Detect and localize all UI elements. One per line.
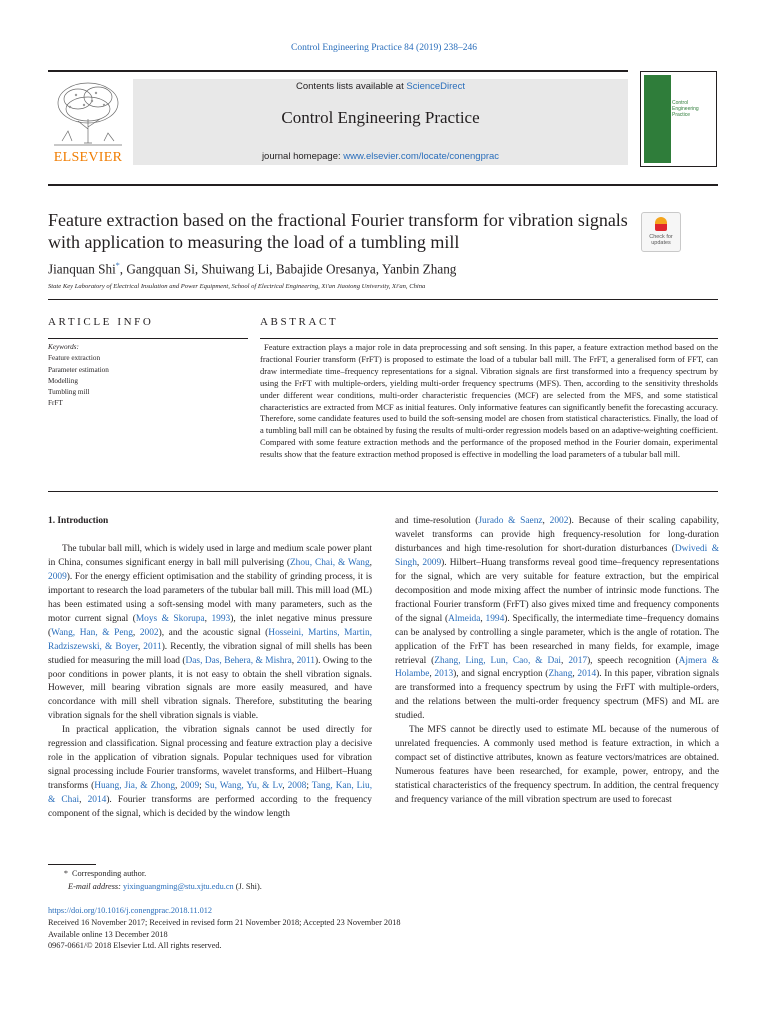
email-link[interactable]: yixinguangming@stu.xjtu.edu.cn [123, 881, 234, 891]
citation-link[interactable]: 1993 [211, 613, 231, 624]
body-column-left [48, 515, 372, 822]
text-run: ). Fourier transforms are performed according to the frequency component of the signal, which is decided by the window length [48, 795, 372, 820]
info-top-rule [48, 299, 718, 300]
check-for-updates-button[interactable] [641, 212, 681, 252]
citation-link[interactable]: Moys & Skorupa [135, 613, 205, 624]
citation-link[interactable]: 1994 [485, 613, 505, 624]
abstract-rule [260, 338, 718, 339]
citation-link[interactable]: 2011 [296, 655, 315, 666]
copyright-line: 0967-0661/© 2018 Elsevier Ltd. All rights reserved. [48, 941, 222, 951]
citation-link[interactable]: 2009 [422, 557, 442, 568]
citation-link[interactable]: Das, Das, Behera, & Mishra [185, 655, 292, 666]
citation-link[interactable]: Tang, Kan, Liu, & Chai [48, 781, 373, 806]
text-run: , [429, 669, 435, 680]
citation-link[interactable]: Ajmera & Holambe [395, 655, 719, 680]
citation-link[interactable]: Hosseini, Martins, Martin, Radziszewski, & Boyer [48, 627, 373, 652]
citation-link[interactable]: Wang, Han, & Peng [51, 627, 133, 638]
text-run: , [204, 613, 212, 624]
crossmark-icon [655, 217, 667, 231]
journal-ref-text[interactable]: Control Engineering Practice 84 (2019) 238–246 [290, 43, 477, 53]
text-run: ). Hilbert–Huang transforms reveal good time–frequency representations for the signal, which are very suitable for feature extraction, but the empirical decomposition and mode mixing affect the number of intrinsic mode functions. The fractional Fourier transform (FrFT) also gives mixed time and frequency components of the signal ( [395, 557, 719, 624]
citation-link[interactable]: Zhou, Chai, & Wang [289, 557, 370, 568]
section-title: 1. Introduction [48, 516, 109, 526]
article-title: Feature extraction based on the fractional Fourier transform for vibration signals with application to measuring the load of a tumbling mill [48, 210, 628, 252]
text-run: , [79, 795, 88, 806]
text-run: , [291, 655, 297, 666]
affiliation: State Key Laboratory of Electrical Insulation and Power Equipment, School of Electrical Engineering, Xi'an Jiaotong University, Xi'an, China [48, 283, 426, 290]
citation-link[interactable]: 2011 [143, 641, 162, 652]
footnote-rule [48, 864, 96, 865]
citation-link[interactable]: 2009 [48, 571, 67, 582]
text-run: ). For the energy efficient optimisation and the stability of grinding process, it is important to research the load parameters of the tubular ball mill. This mill load (ML) has been estimated using a soft-sensing model with many parameters, such as the motor current signal ( [48, 571, 372, 624]
citation-link[interactable]: 2002 [549, 516, 569, 526]
journal-homepage-line [133, 151, 628, 162]
journal-cover-thumbnail[interactable] [640, 71, 717, 167]
corresponding-label: Corresponding author. [72, 869, 147, 878]
text-run: ), speech recognition ( [587, 655, 679, 666]
text-run: ). In this paper, vibration signals are transformed into a frequency spectrum by using the FrFT with multiple-orders, and the relations between the multi-order frequency spectrum (MFS) and ML are studied. [395, 669, 720, 722]
author-first[interactable]: Jianquan Shi [48, 261, 116, 277]
email-suffix: (J. Shi). [233, 881, 262, 891]
text-run: , [542, 516, 550, 526]
text-run: ). Specifically, the intermediate time–frequency domains can be analysed by controlling a single parameter, which is the angle of rotation. The application of the FrFT has been researched in many fields, for example, image retrieval ( [395, 613, 720, 666]
keyword-item: Modelling [48, 376, 78, 385]
text-run: ; [199, 781, 205, 792]
text-run: ), and signal encryption ( [453, 669, 549, 680]
citation-link[interactable]: Dwivedi & Singh [395, 543, 719, 568]
citation-link[interactable]: 2009 [180, 781, 200, 792]
keyword-item: Feature extraction [48, 354, 101, 363]
author-list [48, 261, 718, 277]
corresponding-footnote [48, 868, 448, 893]
keyword-item: FrFT [48, 399, 63, 408]
received-dates: Received 16 November 2017; Received in revised form 21 November 2018; Accepted 23 November 2018 [48, 917, 401, 927]
text-run: ). Recently, the vibration signal of mill shells has been studied for measuring the mill load ( [48, 641, 372, 666]
abstract-text: Feature extraction plays a major role in data preprocessing and soft sensing. In this paper, a feature extraction method based on the fractional Fourier transform (FrFT) is proposed to estimate the load of a tubular ball mill. The FrFT, a generalised form of FFT, can draw intermediate time–frequency representations for a signal. Vibration signals are first transformed into a frequency spectrum by using the FrFT with multiple-orders, yielding multi-order frequency spectrums (MFS). Then, according to the sensitivity thresholds under different wear conditions, multi-order characteristic frequencies (MCF) are selected from the MFS, and some statistical characteristics are extracted from MCF as initial features. Only informative features can significantly benefit the forecasting accuracy. Therefore, some candidate features used to build the soft-sensing model are chosen from statistical characteristics. Finally, the load of a tumbling ball mill can be obtained by fusing the results of multi-order regression models based on an adaptive-weighting coefficient. Compared with some feature extraction methods and the performance of the proposed method in the Fourier domain, experimental results show that the feature extraction method proposed is effective in modelling the load parameters of a tubular ball mill. [260, 342, 718, 460]
journal-reference-link[interactable] [0, 43, 768, 53]
text-run: ), and the acoustic signal ( [158, 627, 269, 638]
header-bottom-rule [48, 184, 718, 186]
journal-name: Control Engineering Practice [281, 108, 480, 127]
citation-link[interactable]: 2013 [434, 669, 454, 680]
text-run: , [480, 613, 486, 624]
keyword-item: Parameter estimation [48, 365, 109, 374]
contents-line [133, 81, 628, 92]
text-run: , [572, 669, 578, 680]
text-run: , [282, 781, 288, 792]
sciencedirect-link[interactable]: ScienceDirect [406, 81, 465, 92]
citation-link[interactable]: 2008 [287, 781, 307, 792]
citation-link[interactable]: Huang, Jia, & Zhong [94, 781, 176, 792]
text-run: and time-resolution ( [395, 516, 479, 526]
doi-link[interactable]: https://doi.org/10.1016/j.conengprac.2018.11.012 [48, 906, 213, 915]
abstract-bottom-rule [48, 491, 718, 492]
article-info-rule [48, 338, 248, 339]
publication-info [48, 905, 548, 952]
text-run: ). Because of their scaling capability, wavelet transforms can provide high frequency-resolution for long-duration disturbances and high time-resolution for short-duration disturbances ( [395, 516, 719, 554]
intro-paragraph-1 [48, 543, 372, 724]
homepage-prefix: journal homepage: [261, 151, 344, 162]
check-for-updates-label: Check for updates [649, 234, 673, 246]
text-run: , [132, 627, 140, 638]
online-date: Available online 13 December 2018 [48, 929, 168, 939]
elsevier-wordmark: ELSEVIER [53, 150, 123, 165]
text-run: ). Owing to the poor conditions in power plants, it is not easy to obtain the shell vibration signals. However, mill bearing vibration signals are more easily measured, and have concordance with mill shell vibration signals. Therefore, substituting the bearing vibration signals for the shell vibration signals is viable. [48, 655, 373, 722]
text-run: , [175, 781, 181, 792]
text-run: ), the inlet negative minus pressure ( [48, 613, 373, 638]
keywords-label: Keywords: [48, 343, 79, 351]
citation-link[interactable]: Jurado & Saenz [478, 516, 543, 526]
text-run: , [416, 557, 423, 568]
body-column-right [395, 515, 719, 808]
text-run: The tubular ball mill, which is widely used in large and medium scale power plant in China, consumes significant energy in ball mill pulverising ( [48, 543, 372, 568]
citation-link[interactable]: 2017 [568, 655, 588, 666]
journal-homepage-link[interactable]: www.elsevier.com/locate/conengprac [343, 151, 500, 162]
citation-link[interactable]: 2014 [87, 795, 107, 806]
text-run: ; [306, 781, 312, 792]
citation-link[interactable]: Su, Wang, Yu, & Lv [204, 781, 283, 792]
article-info-heading: ARTICLE INFO [48, 316, 154, 328]
text-run: In practical application, the vibration signals cannot be used directly for regression and classification. Signal processing and feature extraction play a decisive role in the application of vibration signals. Popular techniques used for vibration signal processing include Fourier transforms, wavelet transforms, and Hilbert–Huang transforms ( [48, 725, 372, 792]
text-run: , [137, 641, 144, 652]
intro-paragraph-4: The MFS cannot be directly used to estimate ML because of the numerous of unrelated frequencies. A commonly used method is feature extraction, in which a compact set of distinctive attributes, known as feature vectors/matrices are obtained. Numerous features have been researched, for example, power, entropy, and the statistical characteristics of the frequency spectrum. In addition, the central frequency and frequency variance of the mill vibration spectrum are used to forecast [395, 725, 719, 806]
intro-paragraph-3 [395, 515, 719, 724]
citation-link[interactable]: Zhang, Ling, Lun, Cao, & Dai [434, 655, 562, 666]
email-label: E-mail address: [68, 881, 121, 891]
footnote-mark: * [63, 869, 68, 878]
abstract-heading: ABSTRACT [260, 316, 339, 328]
header-top-rule [48, 70, 628, 72]
keywords-block [48, 342, 248, 410]
citation-link[interactable]: 2002 [139, 627, 159, 638]
keyword-item: Tumbling mill [48, 388, 90, 397]
cover-green-stripe [644, 75, 671, 163]
citation-link[interactable]: Almeida [448, 613, 481, 624]
citation-link[interactable]: 2014 [577, 669, 597, 680]
corresponding-author-mark[interactable]: * [115, 261, 120, 270]
intro-paragraph-2 [48, 724, 372, 822]
author-rest: , Gangquan Si, Shuiwang Li, Babajide Oresanya, Yanbin Zhang [119, 261, 457, 277]
cover-title: Control Engineering Practice [672, 100, 699, 118]
citation-link[interactable]: Zhang [548, 669, 573, 680]
contents-prefix: Contents lists available at [296, 81, 407, 92]
text-run: , [561, 655, 569, 666]
text-run: , [369, 557, 372, 568]
